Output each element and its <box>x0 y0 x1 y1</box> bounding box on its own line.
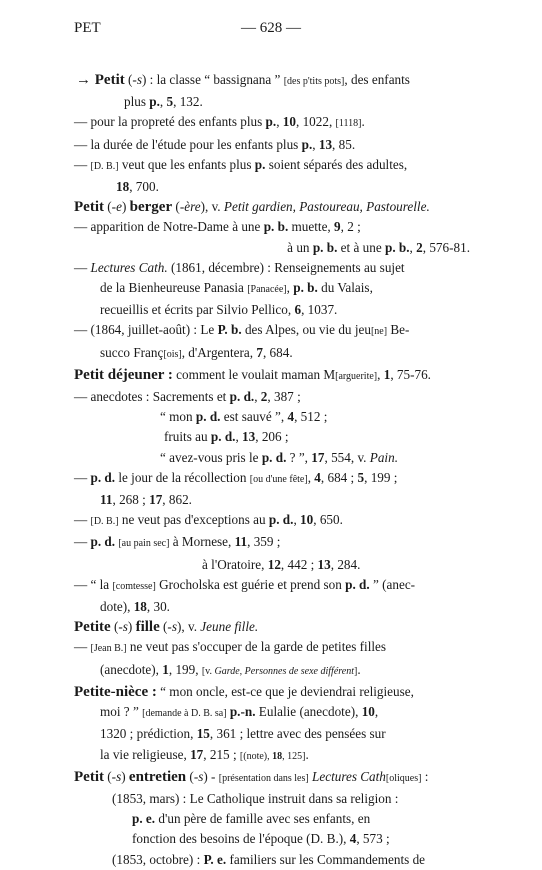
entry-line: (1853, mars) : Le Catholique instruit dans sa religion : <box>112 790 399 806</box>
entry-line: à l'Oratoire, 12, 442 ; 13, 284. <box>202 556 361 572</box>
entry-line: — pour la propreté des enfants plus p., 10, 1022, [1118]. <box>74 114 365 130</box>
entry-line: plus p., 5, 132. <box>124 94 203 110</box>
entry-petit-entretien: Petit (-s) entretien (-s) - [présentation dans les] Lectures Cath[oliques] : <box>74 768 429 785</box>
entry-line: de la Bienheureuse Panasia [Panacée], p. b. du Valais, <box>100 280 373 296</box>
entry-line: “ mon p. d. est sauvé ”, 4, 512 ; <box>160 409 328 425</box>
entry-line: à un p. b. et à une p. b., 2, 576-81. <box>287 239 470 255</box>
entry-line: la vie religieuse, 17, 215 ; [(note), 18, 125]. <box>100 746 309 762</box>
entry-line: — p. d. [au pain sec] à Mornese, 11, 359 ; <box>74 534 281 550</box>
entry-line: 11, 268 ; 17, 862. <box>100 492 192 508</box>
entry-petite-fille: Petite (-s) fille (-s), v. Jeune fille. <box>74 619 259 636</box>
entry-line: 18, 700. <box>116 179 159 195</box>
entry-petit-dejeuner: Petit déjeuner : comment le voulait maman M[arguerite], 1, 75-76. <box>74 366 431 383</box>
page-number: — 628 — <box>241 20 301 36</box>
entry-line: — la durée de l'étude pour les enfants plus p., 13, 85. <box>74 136 356 152</box>
entry-line: recueillis et écrits par Silvio Pellico, 6, 1037. <box>100 302 338 318</box>
entry-line: — Lectures Cath. (1861, décembre) : Renseignements au sujet <box>74 259 405 275</box>
entry-line: — [D. B.] veut que les enfants plus p. soient séparés des adultes, <box>74 156 408 172</box>
entry-line: dote), 18, 30. <box>100 599 170 615</box>
entry-line: — p. d. le jour de la récollection [ou d'une fête], 4, 684 ; 5, 199 ; <box>74 469 398 485</box>
entry-line: — anecdotes : Sacrements et p. d., 2, 387 ; <box>74 389 301 405</box>
entry-line: — apparition de Notre-Dame à une p. b. muette, 9, 2 ; <box>74 219 361 235</box>
entry-petit-s-line: → Petit (-s) : la classe “ bassignana ” [des p'tits pots], des enfants <box>76 72 410 88</box>
entry-line: p. e. d'un père de famille avec ses enfants, en <box>132 811 371 827</box>
dictionary-body <box>74 70 470 870</box>
entry-line: succo Franç[ois], d'Argentera, 7, 684. <box>100 344 293 360</box>
entry-line: — “ la [comtesse] Grocholska est guérie et prend son p. d. ” (anec- <box>74 576 416 592</box>
entry-line: — (1864, juillet-août) : Le P. b. des Alpes, ou vie du jeu[ne] Be- <box>74 322 410 338</box>
entry-line: moi ? ” [demande à D. B. sa] p.-n. Eulalie (anecdote), 10, <box>100 704 379 720</box>
entry-line: fruits au p. d., 13, 206 ; <box>164 429 289 445</box>
entry-petit-berger: Petit (-e) berger (-ère), v. Petit gardien, Pastoureau, Pastourelle. <box>74 199 430 216</box>
entry-line: — [Jean B.] ne veut pas s'occuper de la garde de petites filles <box>74 639 387 655</box>
entry-petite-niece: Petite-nièce : “ mon oncle, est-ce que je deviendrai religieuse, <box>74 683 414 700</box>
entry-line: 1320 ; prédiction, 15, 361 ; lettre avec des pensées sur <box>100 726 386 742</box>
entry-line: “ avez-vous pris le p. d. ? ”, 17, 554, v. Pain. <box>160 449 398 465</box>
entry-line: fonction des besoins de l'époque (D. B.), 4, 573 ; <box>132 831 390 847</box>
entry-line: (anecdote), 1, 199, [v. Garde, Personnes de sexe différent]. <box>100 661 361 677</box>
entry-line: — [D. B.] ne veut pas d'exceptions au p. d., 10, 650. <box>74 512 343 528</box>
entry-line: (1853, octobre) : P. e. familiers sur les Commandements de <box>112 851 426 867</box>
running-head: PET <box>74 20 101 36</box>
